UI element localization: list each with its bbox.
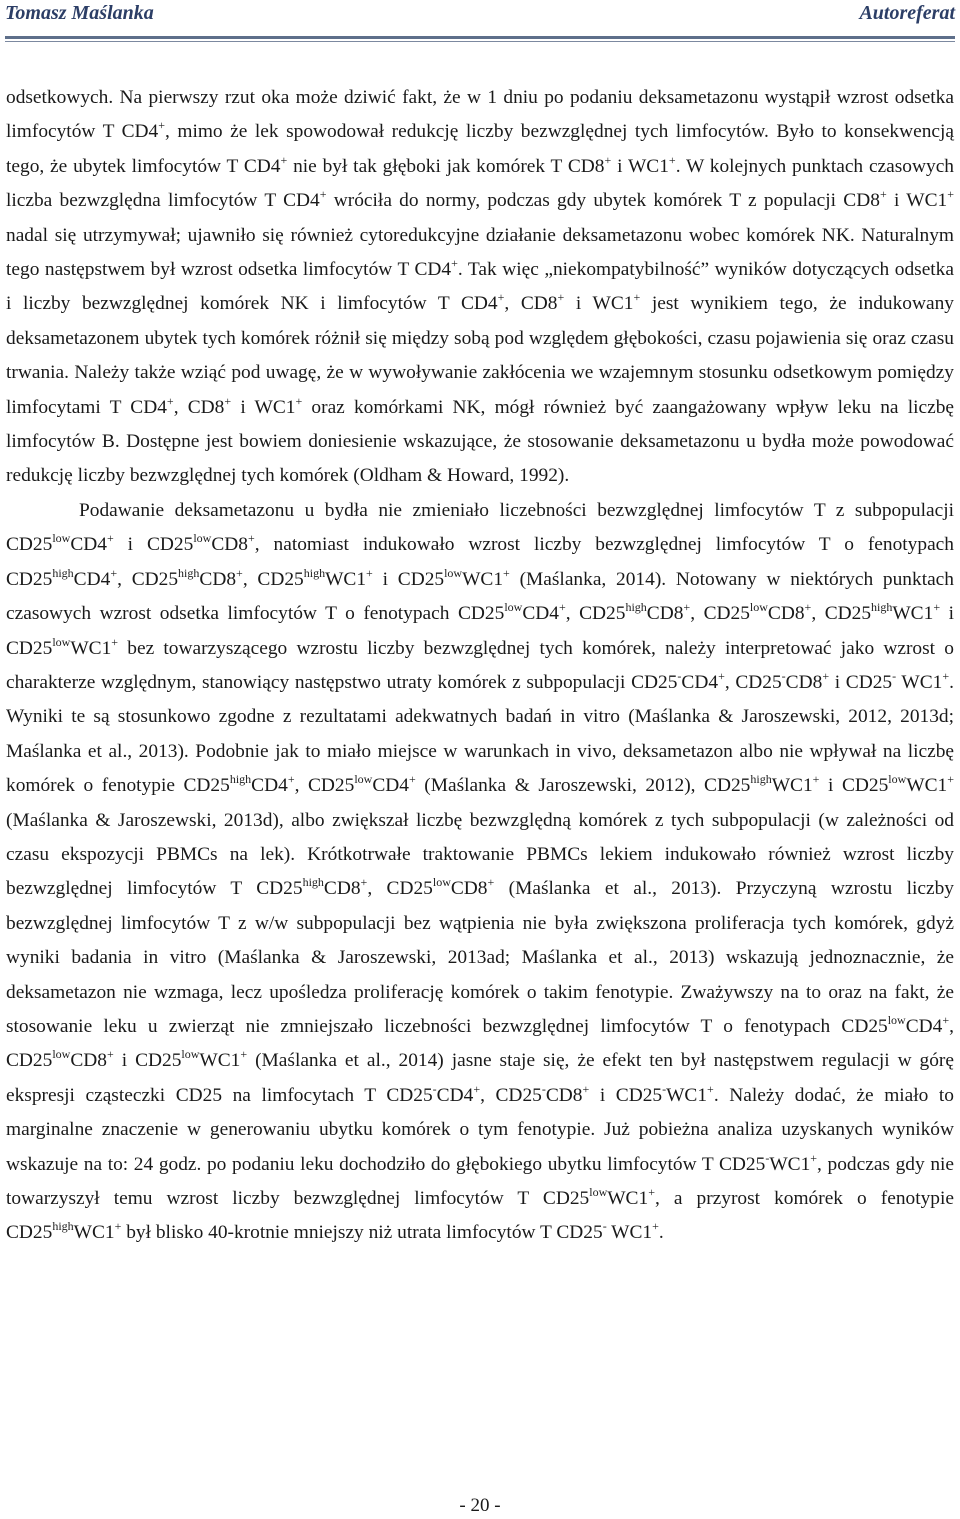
- superscript: +: [224, 393, 232, 408]
- header-document-title: Autoreferat: [859, 2, 955, 24]
- superscript: low: [504, 600, 523, 615]
- text-run: i CD25: [819, 775, 889, 797]
- text-run: był blisko 40-krotnie mniejszy niż utrata limfocytów T CD25: [121, 1222, 603, 1244]
- superscript: +: [633, 290, 641, 305]
- superscript: +: [804, 600, 812, 615]
- text-run: , CD25: [565, 603, 626, 625]
- page-number: - 20 -: [459, 1495, 501, 1516]
- text-run: CD4: [681, 671, 719, 693]
- superscript: +: [582, 1081, 590, 1096]
- text-run: (Maślanka et al., 2013). Przyczyną wzrostu liczby bezwzględnej limfocytów T z w/w subpopulacji bez wątpienia nie była zwiększona proliferacja tych komórek, gdyż wyniki badania in vitro (Maślanka & Jaroszewski, 2013ad; Maślanka et al., 2013) wskazują jednoznacznie, że deksametazon nie wzmaga, lecz upośledza proliferację komórek o takim fenotypie. Zważywszy na to oraz na fakt, że stosowanie leku u zwierząt nie zmniejszało liczebności bezwzględnej limfocytów T o fenotypach CD25: [6, 878, 954, 1037]
- superscript: low: [444, 565, 463, 580]
- text-run: oraz komórkami NK, mógł również być zaangażowany wpływ leku na liczbę limfocytów B. Dostępne jest bowiem doniesienie wskazujące, że stosowanie deksametazonu u bydła może powodować redukcję liczby bezwzględnej tych komórek (Oldham & Howard, 1992).: [6, 396, 955, 487]
- text-run: odsetkowych. Na pierwszy rzut oka może dziwić fakt, że w 1 dniu po podaniu deksametazonu wystąpił wzrost odsetka limfocytów T CD4: [6, 87, 954, 143]
- text-run: CD4: [522, 603, 559, 625]
- superscript: +: [280, 152, 288, 167]
- superscript: +: [111, 634, 119, 649]
- text-run: CD8: [545, 1084, 583, 1106]
- text-run: WC1: [906, 775, 948, 797]
- superscript: -: [892, 668, 897, 683]
- superscript: -: [765, 1150, 770, 1165]
- superscript: high: [52, 1219, 74, 1234]
- text-run: i WC1: [564, 293, 634, 315]
- text-run: CD8: [646, 603, 684, 625]
- text-run: CD8: [450, 878, 488, 900]
- text-run: WC1: [606, 1222, 653, 1244]
- text-run: CD8: [211, 534, 248, 556]
- superscript: -: [677, 668, 682, 683]
- superscript: +: [166, 393, 174, 408]
- superscript: +: [947, 187, 954, 202]
- text-run: WC1: [462, 568, 504, 590]
- text-run: , CD25: [242, 568, 304, 590]
- text-run: WC1: [892, 603, 934, 625]
- superscript: +: [503, 565, 510, 580]
- text-run: i WC1: [231, 396, 296, 418]
- superscript: +: [236, 565, 243, 580]
- superscript: -: [602, 1219, 607, 1234]
- superscript: +: [604, 152, 612, 167]
- superscript: high: [302, 875, 324, 890]
- text-run: , natomiast indukowało wzrost liczby bezwzględnej limfocytów T o fenotypach CD25: [6, 534, 954, 590]
- superscript: +: [240, 1047, 248, 1062]
- superscript: +: [718, 668, 725, 683]
- superscript: +: [942, 1012, 950, 1027]
- text-run: . Tak więc „niekompatybilność” wyników dotyczących odsetka i liczby bezwzględnej komórek NK i limfocytów T CD4: [6, 259, 954, 315]
- header-divider-thin: [5, 41, 955, 42]
- text-run: i CD25: [372, 568, 445, 590]
- superscript: high: [303, 565, 326, 580]
- text-run: CD4: [251, 775, 288, 797]
- text-run: WC1: [199, 1050, 241, 1072]
- text-run: WC1: [325, 568, 367, 590]
- text-run: i CD25: [829, 671, 893, 693]
- text-run: nie był tak głęboki jak komórek T CD8: [287, 155, 605, 177]
- text-run: WC1: [769, 1153, 811, 1175]
- text-run: , CD25: [6, 1015, 954, 1072]
- text-run: , mimo że lek spowodował redukcję liczby bezwzględnej tych limfocytów. Było to konsekwencją tego, że ubytek limfocytów T CD4: [6, 121, 954, 177]
- superscript: +: [360, 875, 368, 890]
- superscript: +: [247, 531, 255, 546]
- superscript: high: [871, 600, 893, 615]
- text-run: CD4: [905, 1015, 943, 1037]
- text-run: , CD25: [480, 1084, 542, 1106]
- header-divider-thick: [5, 36, 955, 39]
- text-run: , CD25: [724, 671, 782, 693]
- text-run: nadal się utrzymywał; ujawniło się również cytoredukcyjne działanie deksametazonu wobec komórek NK. Naturalnym tego następstwem był wzrost odsetka limfocytów T CD4: [6, 224, 954, 281]
- header-author: Tomasz Maślanka: [5, 2, 154, 24]
- paragraph: [6, 81, 954, 494]
- superscript: low: [887, 1012, 906, 1027]
- text-run: (Maślanka, 2014). Notowany w niektórych punktach czasowych wzrost odsetka limfocytów T o fenotypach CD25: [6, 568, 954, 625]
- text-run: (Maślanka & Jaroszewski, 2013d), albo zwiększał liczbę bezwzględną komórek z tych subpopulacji (w zależności od czasu ekspozycji PBMCs na lek). Krótkotrwałe traktowanie PBMCs lekiem indukowało również wzrost liczby bezwzględnej limfocytów T CD25: [6, 809, 954, 900]
- superscript: +: [106, 1047, 114, 1062]
- text-run: i CD25: [589, 1084, 663, 1106]
- superscript: +: [451, 256, 458, 271]
- superscript: +: [106, 531, 114, 546]
- superscript: high: [52, 565, 74, 580]
- text-run: , CD8: [173, 396, 225, 418]
- text-run: wróciła do normy, podczas gdy ubytek komórek T z populacji CD8: [326, 190, 880, 212]
- superscript: +: [287, 772, 295, 787]
- text-run: WC1: [607, 1188, 649, 1209]
- text-run: , CD25: [690, 603, 750, 625]
- superscript: -: [432, 1081, 437, 1096]
- text-run: WC1: [666, 1084, 708, 1106]
- text-run: i CD25: [113, 1050, 182, 1072]
- text-run: i CD25: [113, 534, 194, 556]
- text-run: CD8: [70, 1050, 107, 1072]
- superscript: low: [589, 1185, 608, 1199]
- text-run: CD8: [785, 671, 823, 693]
- superscript: -: [781, 668, 786, 683]
- text-run: WC1: [771, 775, 813, 797]
- superscript: low: [354, 772, 373, 787]
- text-run: CD8: [199, 568, 237, 590]
- superscript: +: [933, 600, 941, 615]
- superscript: high: [750, 772, 772, 787]
- text-run: , CD25: [117, 568, 179, 590]
- superscript: low: [52, 1047, 71, 1062]
- text-run: , CD25: [294, 775, 355, 797]
- superscript: +: [879, 187, 887, 202]
- superscript: +: [648, 1185, 655, 1199]
- text-run: , CD25: [811, 603, 872, 625]
- superscript: +: [473, 1081, 481, 1096]
- text-run: . Wyniki te są stosunkowo zgodne z rezultatami adekwatnych badań in vitro (Maślanka & Jaroszewski, 2012, 2013d; Maślanka et al., 2013). Podobnie jak to miało miejsce w warunkach in vivo, deksametazon albo nie wpływał na liczbę komórek o fenotypie CD25: [6, 671, 954, 797]
- superscript: +: [947, 772, 954, 787]
- superscript: high: [229, 772, 252, 787]
- superscript: +: [707, 1081, 714, 1096]
- body-text: [6, 81, 954, 1251]
- superscript: +: [319, 187, 327, 202]
- text-run: i WC1: [886, 190, 948, 212]
- superscript: +: [942, 668, 950, 683]
- text-run: . W kolejnych punktach czasowych liczba bezwzględna limfocytów T CD4: [6, 155, 955, 212]
- superscript: +: [114, 1219, 122, 1234]
- superscript: -: [541, 1081, 546, 1096]
- superscript: +: [497, 290, 505, 305]
- superscript: low: [52, 634, 71, 649]
- text-run: CD4: [372, 775, 409, 797]
- page-header: [5, 0, 955, 36]
- superscript: +: [487, 875, 495, 890]
- text-run: , podczas gdy nie towarzyszył temu wzrost liczby bezwzględnej limfocytów T CD25: [6, 1153, 955, 1209]
- text-run: bez towarzyszącego wzrostu liczby bezwzględnej tych komórek, należy interpretować jako wzrost o charakterze względnym, stanowiący następstwo utraty komórek z subpopulacji CD25: [6, 637, 954, 693]
- text-run: CD8: [767, 603, 805, 625]
- text-run: i WC1: [611, 155, 669, 177]
- superscript: +: [652, 1219, 659, 1234]
- text-run: , a przyrost komórek o fenotypie CD25: [6, 1188, 954, 1244]
- superscript: -: [662, 1081, 667, 1096]
- superscript: +: [408, 772, 416, 787]
- text-run: (Maślanka & Jaroszewski, 2012), CD25: [415, 775, 751, 797]
- superscript: low: [181, 1047, 200, 1062]
- superscript: low: [749, 600, 768, 615]
- text-run: , CD8: [504, 293, 558, 315]
- text-run: (Maślanka et al., 2014) jasne staje się, że efekt ten był następstwem regulacji w górę ekspresji cząsteczki CD25 na limfocytach T CD25: [6, 1050, 955, 1106]
- text-run: .: [658, 1222, 664, 1244]
- text-run: WC1: [70, 637, 112, 659]
- superscript: +: [822, 668, 830, 683]
- superscript: +: [110, 565, 118, 580]
- text-run: jest wynikiem tego, że indukowany deksametazonem ubytek tych komórek różnił się między sobą pod względem głębokości, czasu pojawienia się oraz czasu trwania. Należy także wziąć pod uwagę, że w wywoływanie zakłócenia we wzajemnym stosunku odsetkowym pomiędzy limfocytami T CD4: [6, 293, 955, 418]
- text-run: WC1: [73, 1222, 115, 1244]
- superscript: +: [810, 1150, 818, 1165]
- text-run: . Należy dodać, że miało to marginalne znaczenie w generowaniu ubytku komórek o tym fenotypie. Już pobieżna analiza uzyskanych wyników wskazuje na to: 24 godz. po podaniu leku dochodziło do głębokiego ubytku limfocytów T CD25: [6, 1084, 954, 1175]
- superscript: low: [193, 531, 212, 546]
- superscript: +: [295, 393, 303, 408]
- superscript: low: [52, 531, 71, 546]
- text-run: Podawanie deksametazonu u bydła nie zmieniało liczebności bezwzględnej limfocytów T z subpopulacji CD25: [6, 499, 954, 556]
- text-run: CD4: [73, 568, 111, 590]
- superscript: +: [158, 118, 165, 133]
- text-run: , CD25: [367, 878, 433, 900]
- text-run: CD4: [436, 1084, 474, 1106]
- superscript: low: [888, 772, 907, 787]
- text-run: CD4: [70, 534, 107, 556]
- text-run: i CD25: [6, 603, 954, 659]
- superscript: +: [557, 290, 565, 305]
- superscript: high: [625, 600, 647, 615]
- superscript: +: [812, 772, 820, 787]
- superscript: high: [178, 565, 200, 580]
- superscript: +: [668, 152, 676, 167]
- paragraph: [6, 494, 954, 1251]
- superscript: +: [558, 600, 566, 615]
- text-run: CD8: [323, 878, 361, 900]
- superscript: +: [366, 565, 373, 580]
- superscript: +: [683, 600, 691, 615]
- text-run: WC1: [896, 671, 943, 693]
- superscript: low: [432, 875, 451, 890]
